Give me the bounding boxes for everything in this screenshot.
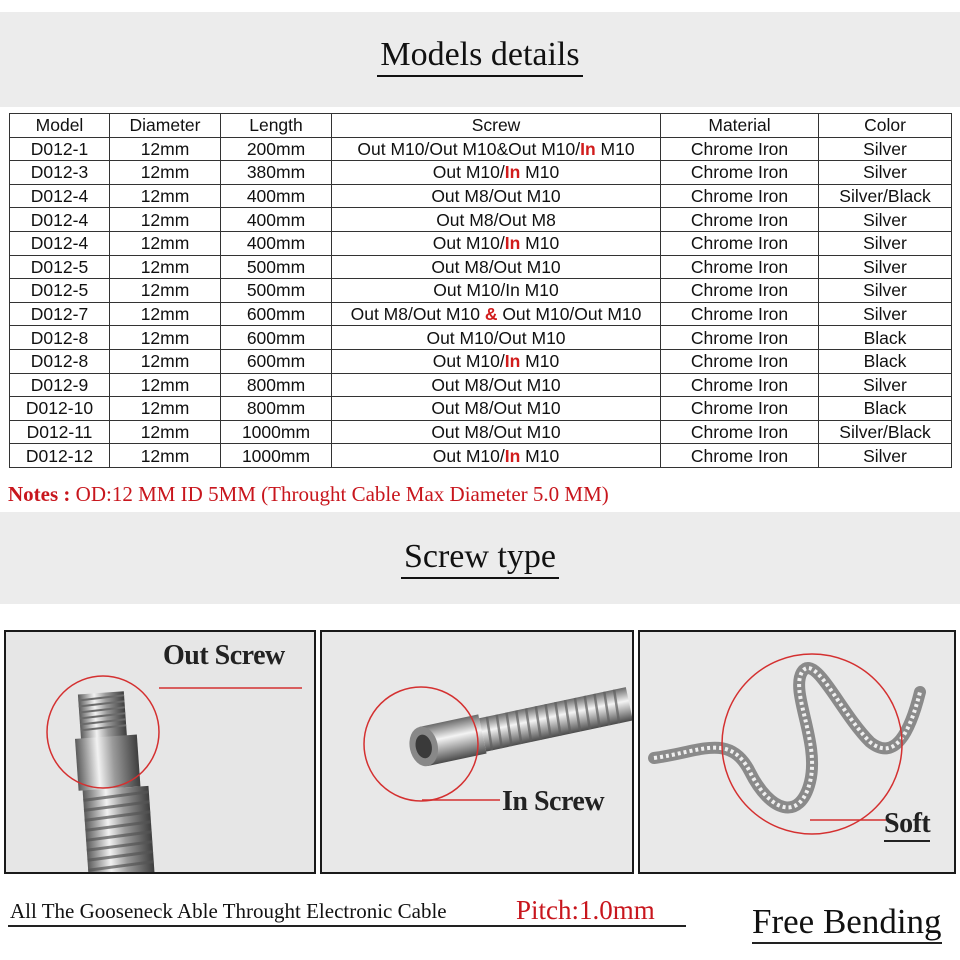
length-cell: 500mm — [221, 279, 332, 303]
table-row — [10, 349, 952, 373]
screw-cell — [332, 231, 661, 255]
length-cell: 800mm — [221, 397, 332, 421]
screw-text: M10 — [520, 351, 560, 372]
column-header: Length — [221, 114, 332, 138]
material-cell: Chrome Iron — [661, 349, 819, 373]
table-row — [10, 184, 952, 208]
screw-text: Out M8/Out M8 — [436, 209, 556, 230]
screw-text: Out M10/ — [432, 445, 505, 466]
diameter-cell: 12mm — [110, 137, 221, 161]
screw-cell — [332, 208, 661, 232]
length-cell: 800mm — [221, 373, 332, 397]
color-cell: Silver — [819, 208, 952, 232]
screw-cell — [332, 161, 661, 185]
out-screw-label: Out Screw — [163, 640, 285, 671]
out-screw-photo — [4, 630, 316, 874]
notes-line — [8, 482, 609, 507]
diameter-cell: 12mm — [110, 279, 221, 303]
screw-text: Out M8/Out M10 — [431, 256, 561, 277]
material-cell: Chrome Iron — [661, 184, 819, 208]
screw-text: M10 — [520, 233, 560, 254]
screw-cell — [332, 184, 661, 208]
length-cell: 1000mm — [221, 444, 332, 468]
diameter-cell: 12mm — [110, 444, 221, 468]
material-cell: Chrome Iron — [661, 255, 819, 279]
color-cell: Silver/Black — [819, 420, 952, 444]
length-cell: 600mm — [221, 349, 332, 373]
screw-cell — [332, 444, 661, 468]
model-cell: D012-8 — [10, 349, 110, 373]
table-row — [10, 326, 952, 350]
material-cell: Chrome Iron — [661, 137, 819, 161]
pitch-label: Pitch:1.0mm — [516, 895, 655, 925]
table-row — [10, 302, 952, 326]
screw-cell — [332, 349, 661, 373]
free-bending-label: Free Bending — [752, 902, 942, 944]
screw-cell — [332, 302, 661, 326]
screw-cell — [332, 326, 661, 350]
screw-cell — [332, 420, 661, 444]
soft-photo — [638, 630, 956, 874]
table-row — [10, 373, 952, 397]
color-cell: Silver — [819, 161, 952, 185]
screw-text: Out M10/ — [432, 233, 505, 254]
table-row — [10, 279, 952, 303]
screw-highlight: In — [504, 445, 521, 466]
screw-text: M10 — [595, 138, 635, 159]
length-cell: 400mm — [221, 208, 332, 232]
in-screw-label: In Screw — [502, 786, 605, 817]
model-cell: D012-8 — [10, 326, 110, 350]
model-cell: D012-10 — [10, 397, 110, 421]
color-cell: Silver — [819, 137, 952, 161]
table-row — [10, 208, 952, 232]
screw-text: Out M8/Out M10 — [431, 398, 561, 419]
screw-highlight: In — [580, 138, 596, 159]
models-table — [9, 113, 952, 468]
material-cell: Chrome Iron — [661, 420, 819, 444]
diameter-cell: 12mm — [110, 208, 221, 232]
color-cell: Silver — [819, 231, 952, 255]
model-cell: D012-5 — [10, 279, 110, 303]
screw-text: Out M10/ — [432, 162, 505, 183]
color-cell: Silver — [819, 255, 952, 279]
screw-text: Out M8/Out M10 — [350, 304, 485, 325]
color-cell: Silver — [819, 373, 952, 397]
column-header: Screw — [332, 114, 661, 138]
diameter-cell: 12mm — [110, 349, 221, 373]
table-row — [10, 137, 952, 161]
length-cell: 500mm — [221, 255, 332, 279]
model-cell: D012-5 — [10, 255, 110, 279]
diameter-cell: 12mm — [110, 326, 221, 350]
model-cell: D012-3 — [10, 161, 110, 185]
diameter-cell: 12mm — [110, 231, 221, 255]
model-cell: D012-4 — [10, 231, 110, 255]
screw-cell — [332, 373, 661, 397]
model-cell: D012-4 — [10, 184, 110, 208]
notes-label: Notes : — [8, 482, 71, 506]
screw-highlight: In — [504, 162, 521, 183]
notes-text: OD:12 MM ID 5MM (Throught Cable Max Diameter 5.0 MM) — [70, 482, 609, 506]
column-header: Model — [10, 114, 110, 138]
color-cell: Black — [819, 397, 952, 421]
screw-text: Out M10/ — [432, 351, 505, 372]
length-cell: 1000mm — [221, 420, 332, 444]
screw-text: M10 — [520, 162, 560, 183]
models-heading: Models details — [0, 36, 960, 74]
screw-cell — [332, 397, 661, 421]
material-cell: Chrome Iron — [661, 279, 819, 303]
screw-text: Out M8/Out M10 — [431, 374, 561, 395]
footer-underline — [8, 925, 686, 927]
length-cell: 200mm — [221, 137, 332, 161]
screw-text: Out M10/Out M10 — [497, 304, 642, 325]
material-cell: Chrome Iron — [661, 444, 819, 468]
soft-label: Soft — [884, 808, 930, 842]
table-header-row — [10, 114, 952, 138]
color-cell: Silver — [819, 444, 952, 468]
diameter-cell: 12mm — [110, 161, 221, 185]
color-cell: Silver/Black — [819, 184, 952, 208]
length-cell: 600mm — [221, 326, 332, 350]
in-screw-illustration — [322, 632, 632, 872]
model-cell: D012-12 — [10, 444, 110, 468]
length-cell: 400mm — [221, 231, 332, 255]
length-cell: 380mm — [221, 161, 332, 185]
material-cell: Chrome Iron — [661, 373, 819, 397]
screw-text: Out M8/Out M10 — [431, 186, 561, 207]
screw-highlight: & — [484, 304, 498, 325]
column-header: Color — [819, 114, 952, 138]
color-cell: Black — [819, 326, 952, 350]
material-cell: Chrome Iron — [661, 231, 819, 255]
material-cell: Chrome Iron — [661, 302, 819, 326]
screw-text: Out M8/Out M10 — [431, 422, 561, 443]
length-cell: 400mm — [221, 184, 332, 208]
color-cell: Silver — [819, 279, 952, 303]
in-screw-photo — [320, 630, 634, 874]
screw-highlight: In — [504, 351, 521, 372]
model-cell: D012-7 — [10, 302, 110, 326]
color-cell: Black — [819, 349, 952, 373]
screw-type-heading: Screw type — [0, 538, 960, 576]
screw-text: M10 — [520, 445, 560, 466]
cable-note: All The Gooseneck Able Throught Electronic Cable — [10, 899, 447, 923]
screw-cell — [332, 255, 661, 279]
length-cell: 600mm — [221, 302, 332, 326]
material-cell: Chrome Iron — [661, 397, 819, 421]
screw-text: Out M10/Out M10&Out M10/ — [357, 138, 581, 159]
diameter-cell: 12mm — [110, 255, 221, 279]
diameter-cell: 12mm — [110, 397, 221, 421]
table-row — [10, 231, 952, 255]
table-row — [10, 420, 952, 444]
screw-cell — [332, 137, 661, 161]
model-cell: D012-11 — [10, 420, 110, 444]
color-cell: Silver — [819, 302, 952, 326]
column-header: Material — [661, 114, 819, 138]
table-row — [10, 444, 952, 468]
model-cell: D012-9 — [10, 373, 110, 397]
material-cell: Chrome Iron — [661, 208, 819, 232]
model-cell: D012-4 — [10, 208, 110, 232]
column-header: Diameter — [110, 114, 221, 138]
material-cell: Chrome Iron — [661, 326, 819, 350]
table-row — [10, 397, 952, 421]
diameter-cell: 12mm — [110, 373, 221, 397]
model-cell: D012-1 — [10, 137, 110, 161]
table-row — [10, 255, 952, 279]
diameter-cell: 12mm — [110, 420, 221, 444]
diameter-cell: 12mm — [110, 184, 221, 208]
material-cell: Chrome Iron — [661, 161, 819, 185]
diameter-cell: 12mm — [110, 302, 221, 326]
screw-text: Out M10/In M10 — [433, 280, 559, 301]
screw-highlight: In — [504, 233, 521, 254]
screw-text: Out M10/Out M10 — [426, 327, 566, 348]
screw-cell — [332, 279, 661, 303]
table-row — [10, 161, 952, 185]
